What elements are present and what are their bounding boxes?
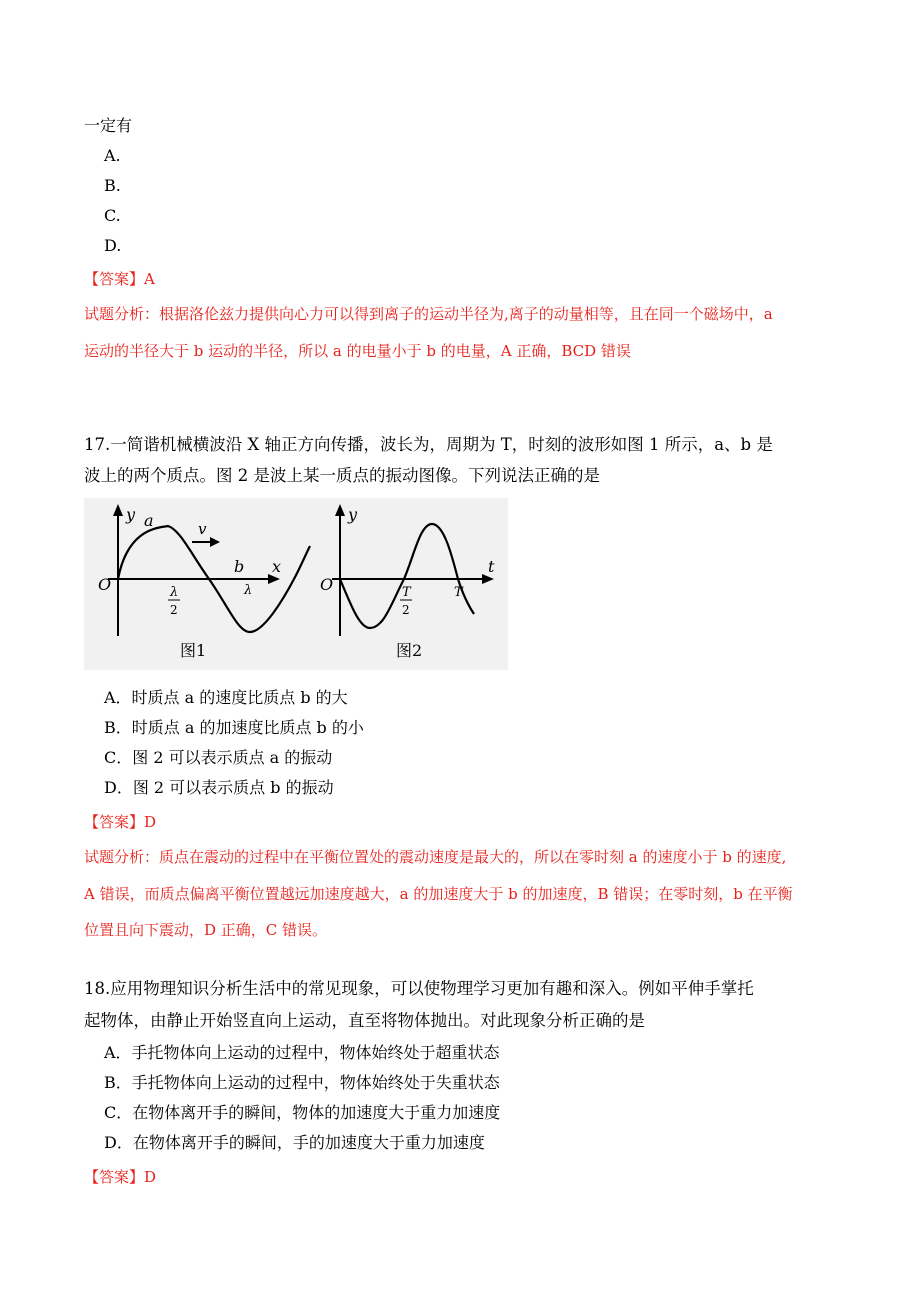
fig2-origin-label: O (320, 575, 334, 594)
wave-figures-svg (84, 498, 508, 670)
fig1-origin-label: O (98, 575, 112, 594)
q17-option-a: A．时质点 a 的速度比质点 b 的大 (104, 688, 348, 707)
q18-answer: 【答案】D (84, 1168, 157, 1186)
q16-option-b: B. (104, 176, 121, 195)
q16-option-c: C. (104, 206, 121, 225)
q18-stem-line-1: 18.应用物理知识分析生活中的常见现象，可以使物理学习更加有趣和深入。例如平伸手掌托 (84, 979, 754, 998)
q18-option-c: C．在物体离开手的瞬间，物体的加速度大于重力加速度 (104, 1103, 501, 1122)
fig1-velocity-label: v (198, 520, 207, 538)
q17-option-b: B．时质点 a 的加速度比质点 b 的小 (104, 718, 364, 737)
fig1-y-label: y (126, 505, 136, 524)
q17-stem-line-2: 波上的两个质点。图 2 是波上某一质点的振动图像。下列说法正确的是 (84, 466, 600, 485)
fig2-caption: 图2 (396, 641, 423, 660)
q17-answer: 【答案】D (84, 813, 157, 831)
q18-option-a: A．手托物体向上运动的过程中，物体始终处于超重状态 (104, 1043, 500, 1062)
fig1-half-lambda-numerator: λ (170, 585, 179, 600)
q16-analysis-line-1: 试题分析：根据洛伦兹力提供向心力可以得到离子的运动半径为,离子的动量相等，且在同一个磁场中，a (84, 305, 773, 323)
q17-analysis-line-3: 位置且向下震动，D 正确，C 错误。 (84, 921, 328, 939)
q16-analysis-line-2: 运动的半径大于 b 运动的半径，所以 a 的电量小于 b 的电量，A 正确，BCD 错误 (84, 342, 631, 360)
q17-stem-line-1: 17.一简谐机械横波沿 X 轴正方向传播，波长为，周期为 T，时刻的波形如图 1 所示，a、b 是 (84, 435, 773, 454)
fig1-point-b-label: b (234, 557, 245, 576)
fig2-half-t-numerator: T (402, 585, 411, 600)
fig1-lambda-label: λ (244, 583, 253, 598)
fig1-caption: 图1 (180, 641, 207, 660)
fig2-t-label: t (488, 557, 495, 576)
q18-stem-line-2: 起物体，由静止开始竖直向上运动，直至将物体抛出。对此现象分析正确的是 (84, 1011, 645, 1030)
q16-option-a: A. (104, 146, 121, 165)
intro-text: 一定有 (84, 116, 133, 135)
fig2-half-t-denominator: 2 (402, 603, 410, 617)
fig1-half-lambda-denominator: 2 (170, 603, 178, 617)
q17-option-d: D．图 2 可以表示质点 b 的振动 (104, 778, 334, 797)
q16-answer: 【答案】A (84, 270, 155, 288)
q17-analysis-line-1: 试题分析：质点在震动的过程中在平衡位置处的震动速度是最大的，所以在零时刻 a 的速度小于 b 的速度, (84, 848, 787, 866)
q17-figure (84, 498, 508, 670)
q18-option-b: B．手托物体向上运动的过程中，物体始终处于失重状态 (104, 1073, 500, 1092)
fig1-point-a-label: a (144, 511, 154, 530)
fig2-period-label: T (454, 585, 463, 600)
fig1-x-label: x (272, 557, 282, 576)
fig2-y-label: y (348, 505, 358, 524)
q17-option-c: C．图 2 可以表示质点 a 的振动 (104, 748, 333, 767)
q18-option-d: D．在物体离开手的瞬间，手的加速度大于重力加速度 (104, 1133, 485, 1152)
q16-option-d: D. (104, 236, 122, 255)
q17-analysis-line-2: A 错误，而质点偏离平衡位置越远加速度越大，a 的加速度大于 b 的加速度，B 错误；在零时刻，b 在平衡 (84, 885, 793, 903)
